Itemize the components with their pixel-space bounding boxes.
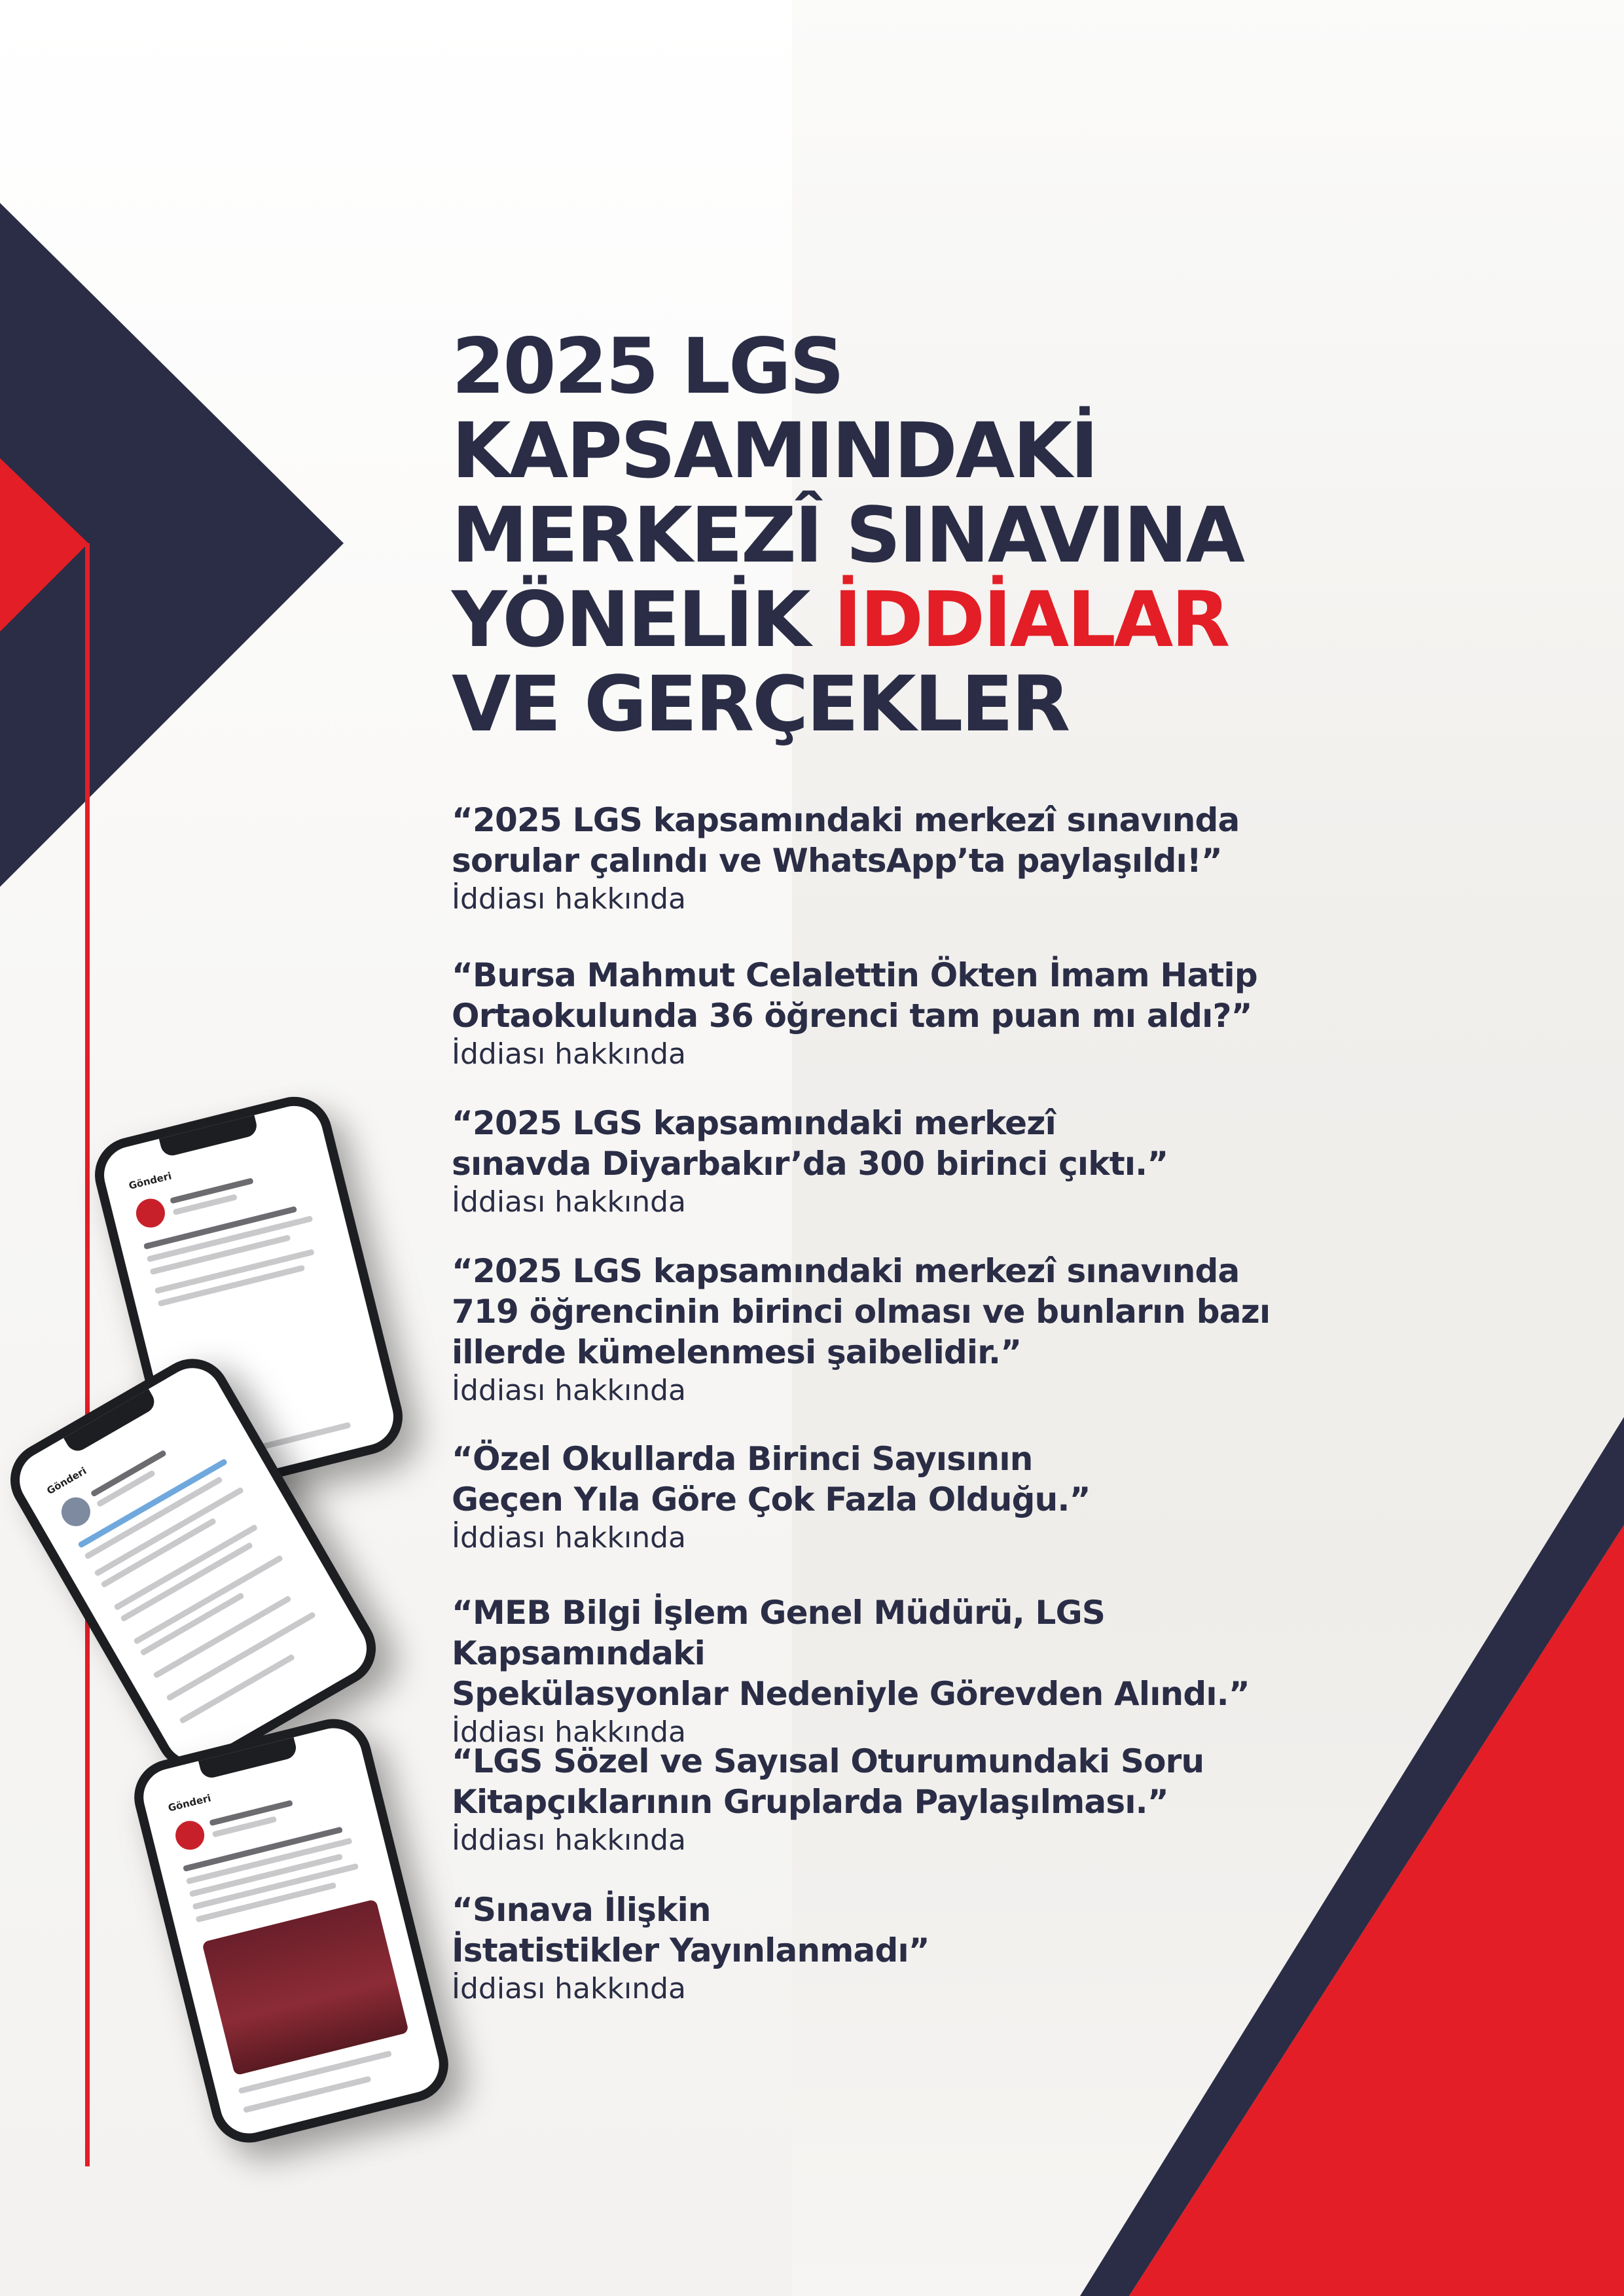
claim-quote-line: Spekülasyonlar Nedeniyle Görevden Alındı.”	[452, 1675, 1250, 1713]
claims-list	[452, 800, 1355, 2007]
claim-item-7	[452, 1741, 1355, 1890]
claim-quote-line: sınavda Diyarbakır’da 300 birinci çıktı.”	[452, 1145, 1168, 1183]
title-line-4-text: YÖNELİK	[452, 575, 834, 664]
title-line-3: MERKEZÎ SINAVINA	[452, 490, 1244, 580]
claim-about-label: İddiası hakkında	[452, 882, 686, 916]
claim-about-label: İddiası hakkında	[452, 1823, 686, 1857]
claim-about-label: İddiası hakkında	[452, 1715, 686, 1749]
claim-quote-line: “2025 LGS kapsamındaki merkezî	[452, 1104, 1056, 1142]
claim-quote-line: Ortaokulunda 36 öğrenci tam puan mı aldı?”	[452, 997, 1252, 1035]
phone-header: Gönderi	[166, 1792, 213, 1814]
title-line-1: 2025 LGS	[452, 321, 843, 411]
claim-quote-line: İstatistikler Yayınlanmadı”	[452, 1931, 929, 1969]
claim-about-label: İddiası hakkında	[452, 1037, 686, 1071]
text-line	[179, 1654, 295, 1725]
claim-about-label: İddiası hakkında	[452, 1185, 686, 1219]
text-line	[243, 2076, 371, 2113]
claim-quote-line: “2025 LGS kapsamındaki merkezî sınavında	[452, 801, 1240, 839]
claim-item-1	[452, 800, 1355, 955]
avatar	[56, 1492, 96, 1532]
title-line-4	[452, 577, 1368, 662]
claim-quote-line: “Özel Okullarda Birinci Sayısının	[452, 1440, 1033, 1478]
claim-quote-line: “MEB Bilgi İşlem Genel Müdürü, LGS Kapsamındaki	[452, 1594, 1106, 1672]
claim-quote-line: sorular çalındı ve WhatsApp’ta paylaşıldı!”	[452, 842, 1222, 880]
claim-about-label: İddiası hakkında	[452, 1521, 686, 1554]
red-vertical-line	[85, 543, 90, 2166]
claim-item-6	[452, 1592, 1355, 1749]
claim-about-label: İddiası hakkında	[452, 1972, 686, 2005]
claim-quote-line: “Bursa Mahmut Celalettin Ökten İmam Hatip	[452, 956, 1257, 994]
claim-item-5	[452, 1439, 1355, 1592]
claim-quote-line: “LGS Sözel ve Sayısal Oturumundaki Soru	[452, 1742, 1204, 1780]
title-line-2: KAPSAMINDAKİ	[452, 406, 1097, 495]
post-image	[202, 1899, 409, 2075]
claim-quote-line: Kitapçıklarının Gruplarda Paylaşılması.”	[452, 1783, 1168, 1821]
phone-header: Gönderi	[127, 1170, 173, 1193]
claim-about-label: İddiası hakkında	[452, 1374, 686, 1407]
title-highlight: İDDİALAR	[833, 575, 1229, 664]
claim-item-4	[452, 1251, 1355, 1439]
phone-header: Gönderi	[45, 1465, 89, 1498]
claim-quote-line: “2025 LGS kapsamındaki merkezî sınavında	[452, 1252, 1240, 1290]
page-title	[452, 321, 1368, 749]
claim-item-3	[452, 1103, 1355, 1251]
avatar	[133, 1196, 168, 1230]
title-line-5: VE GERÇEKLER	[452, 659, 1069, 749]
avatar	[172, 1818, 207, 1852]
claim-item-2	[452, 955, 1355, 1103]
claim-quote-line: Geçen Yıla Göre Çok Fazla Olduğu.”	[452, 1480, 1091, 1518]
claim-item-8	[452, 1890, 1355, 2007]
claim-quote-line: “Sınava İlişkin	[452, 1891, 711, 1929]
claim-quote-line: illerde kümelenmesi şaibelidir.”	[452, 1333, 1022, 1371]
claim-quote-line: 719 öğrencinin birinci olması ve bunların bazı	[452, 1293, 1271, 1331]
